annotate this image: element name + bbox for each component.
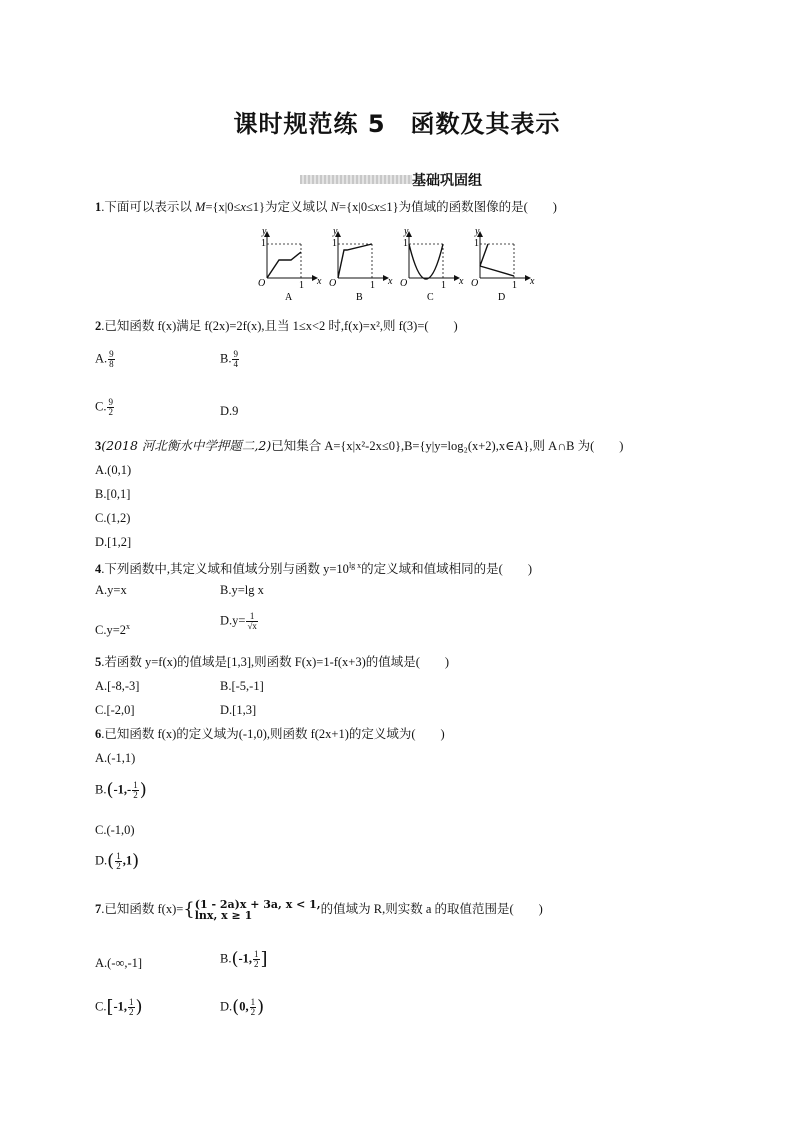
question-5-stem: 5.若函数 y=f(x)的值域是[1,3],则函数 F(x)=1-f(x+3)的值域是( ) <box>95 655 450 669</box>
question-5-option-a[interactable]: A.[-8,-3] <box>95 679 140 693</box>
axis-y-label: y <box>262 226 267 237</box>
question-3-option-c[interactable]: C.(1,2) <box>95 511 131 525</box>
question-number: 7 <box>95 901 102 916</box>
page-title: 课时规范练 5 函数及其表示 <box>233 110 561 138</box>
question-1-stem: 1.下面可以表示以 M={x|0≤x≤1}为定义域以 N={x|0≤x≤1}为值域的函数图像的是( ) <box>95 200 557 214</box>
question-number: 6 <box>95 727 102 741</box>
axis-y-label: y <box>404 226 409 237</box>
question-4-stem: 4.下列函数中,其定义域和值域分别与函数 $y=10^{lg x}$的定义域和值域相同的是( ) <box>95 561 532 577</box>
question-number: 2 <box>95 319 102 333</box>
tick-label: 1 <box>512 280 517 291</box>
axis-y-label: y <box>475 226 480 237</box>
question-6-option-c[interactable]: C.(-1,0) <box>95 823 135 837</box>
question-number: 5 <box>95 655 102 669</box>
fraction: $\frac{1}{2}$ <box>116 851 121 871</box>
question-7-option-b[interactable]: B.(-1, $\frac{1}{2}$ ] <box>220 948 268 970</box>
fraction: $\frac{1}{2}$ <box>250 997 256 1017</box>
tick-label: 1 <box>261 238 266 249</box>
question-number: 3 <box>95 439 102 453</box>
question-6-option-a[interactable]: A.(-1,1) <box>95 751 136 765</box>
axis-x-label: x <box>459 276 464 287</box>
question-2-option-b[interactable]: B. $\frac{9}{4}$ <box>220 349 238 369</box>
graph-d <box>471 226 535 303</box>
question-1-graphs <box>255 224 545 306</box>
question-4-option-a[interactable]: A.y=x <box>95 583 127 597</box>
graph-c <box>400 226 464 303</box>
question-4-option-d[interactable]: D.y= $\frac{1}{√x}$ <box>220 611 257 631</box>
question-7-stem: 7.已知函数 f(x)={ (1 - 2a)x + 3a, x < 1, lnx, x ≥ 1 的值域为 R,则实数 a 的取值范围是( ) <box>95 898 543 922</box>
question-5-option-d[interactable]: D.[1,3] <box>220 703 257 717</box>
question-6-option-b[interactable]: B.(-1,- $\frac{1}{2}$ ) <box>95 779 147 801</box>
tick-label: 1 <box>441 280 446 291</box>
question-source: (2018 河北衡水中学押题二,2) <box>101 438 272 453</box>
question-2-option-c[interactable]: C. $\frac{9}{2}$ <box>95 397 113 417</box>
question-5-option-c[interactable]: C.[-2,0] <box>95 703 135 717</box>
question-number: 4 <box>95 562 102 577</box>
tick-label: 1 <box>403 238 408 249</box>
graph-label-c: C <box>427 292 434 303</box>
fraction: $\frac{9}{4}$ <box>233 349 238 369</box>
question-6-option-d[interactable]: D.( $\frac{1}{2}$ ,1) <box>95 850 140 872</box>
tick-label: 1 <box>299 280 304 291</box>
question-2-option-a[interactable]: A. $\frac{9}{8}$ <box>95 349 114 369</box>
question-3-option-d[interactable]: D.[1,2] <box>95 535 132 549</box>
question-4-option-b[interactable]: B.y=lg x <box>220 583 264 597</box>
graph-label-d: D <box>498 292 506 303</box>
question-2-option-d[interactable]: D.9 <box>220 404 239 418</box>
fraction: $\frac{1}{2}$ <box>129 997 134 1017</box>
origin-label: O <box>329 278 337 289</box>
axis-x-label: x <box>530 276 535 287</box>
question-3-option-a[interactable]: A.(0,1) <box>95 463 132 477</box>
question-number: 1 <box>95 200 102 214</box>
origin-label: O <box>471 278 479 289</box>
tick-label: 1 <box>332 238 337 249</box>
piecewise-function: (1 - 2a)x + 3a, x < 1, lnx, x ≥ 1 <box>194 898 321 922</box>
question-6-stem: 6.已知函数 f(x)的定义域为(-1,0),则函数 f(2x+1)的定义域为( ) <box>95 727 445 741</box>
graph-a <box>258 226 322 303</box>
tick-label: 1 <box>474 238 479 249</box>
fraction: $\frac{9}{8}$ <box>109 349 114 369</box>
fraction: $\frac{1}{√x}$ <box>247 611 257 631</box>
question-3-stem: 3(2018 河北衡水中学押题二,2)已知集合 A={x|x²-2x≤0},B={y|y=log₂(x+2),x∈A},则 A∩B 为( ) <box>95 438 624 453</box>
question-4-option-c[interactable]: $C.y=2^x$ <box>95 622 131 638</box>
fraction: $\frac{1}{2}$ <box>254 949 259 969</box>
question-3-option-b[interactable]: B.[0,1] <box>95 487 131 501</box>
fraction: $\frac{1}{2}$ <box>133 780 138 800</box>
origin-label: O <box>258 278 266 289</box>
axis-x-label: x <box>388 276 393 287</box>
section-decoration-bar <box>300 175 412 184</box>
origin-label: O <box>400 278 408 289</box>
fraction: $\frac{9}{2}$ <box>108 397 113 417</box>
question-7-option-a[interactable]: A.(-∞,-1] <box>95 956 143 970</box>
question-7-option-c[interactable]: C.[-1, $\frac{1}{2}$ ) <box>95 996 143 1018</box>
tick-label: 1 <box>370 280 375 291</box>
axis-y-label: y <box>333 226 338 237</box>
graph-label-a: A <box>285 292 293 303</box>
section-heading: 基础巩固组 <box>412 173 482 189</box>
axis-x-label: x <box>317 276 322 287</box>
graph-label-b: B <box>356 292 363 303</box>
question-5-option-b[interactable]: B.[-5,-1] <box>220 679 264 693</box>
question-7-option-d[interactable]: D.(0, $\frac{1}{2}$ ) <box>220 996 265 1018</box>
question-2-stem: 2.已知函数 f(x)满足 f(2x)=2f(x),且当 1≤x<2 时,f(x)=x²,则 f(3)=( ) <box>95 319 458 333</box>
graph-b <box>329 226 393 303</box>
